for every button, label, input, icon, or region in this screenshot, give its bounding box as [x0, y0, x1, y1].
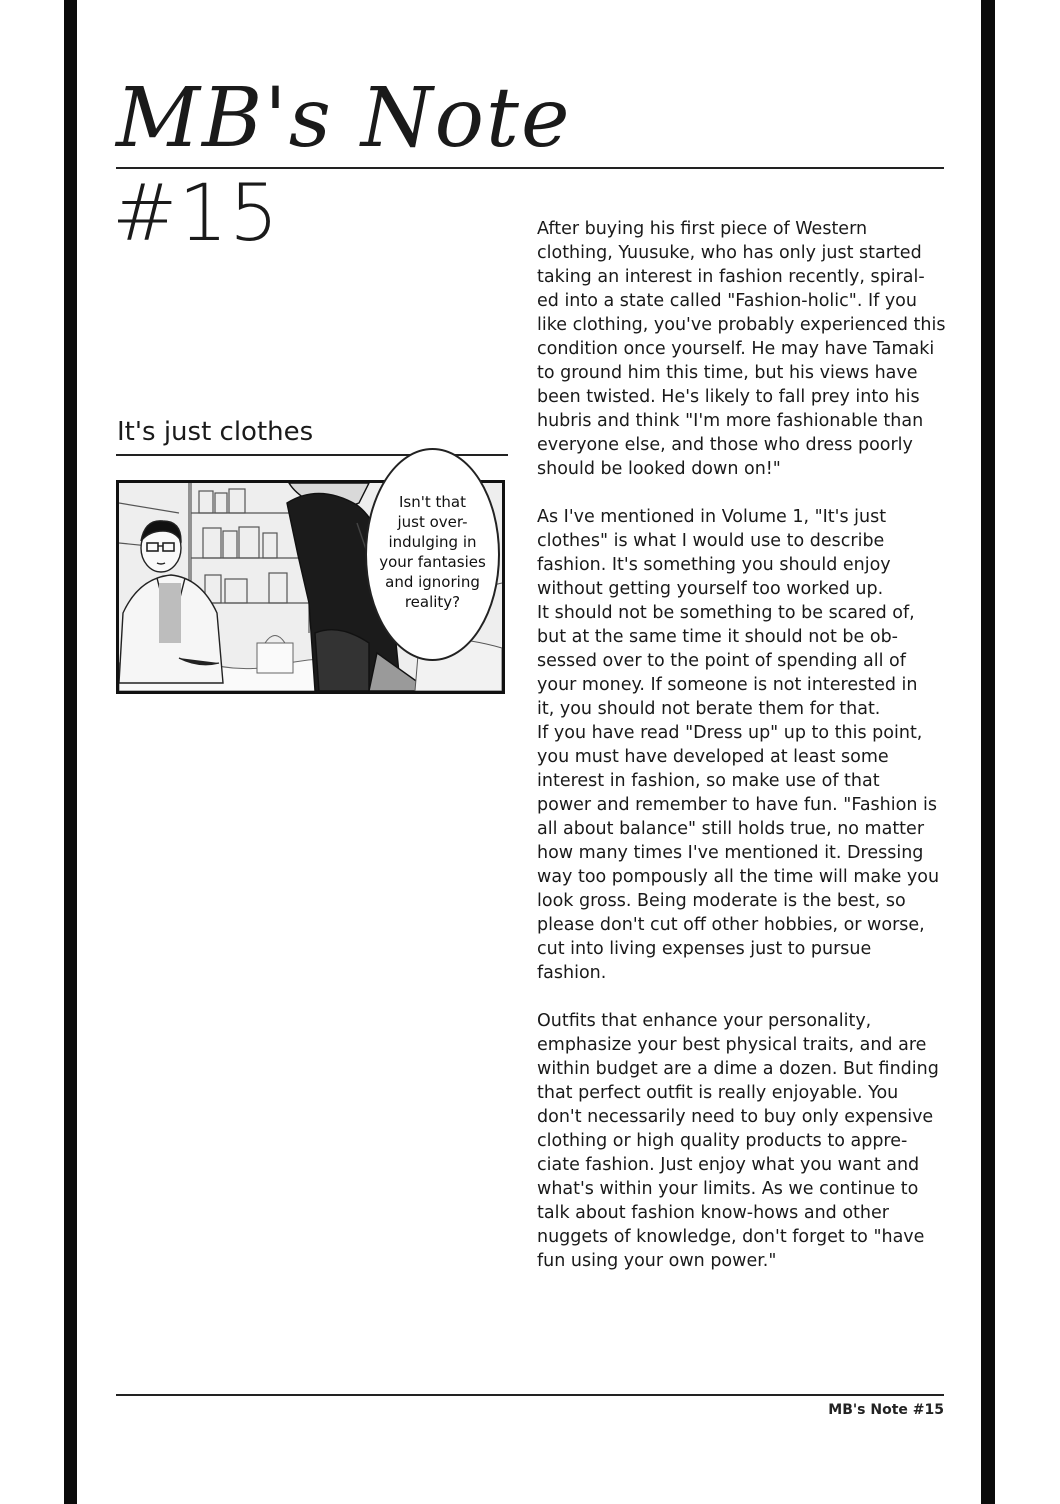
page-border-right — [981, 0, 995, 1504]
page-border-left — [64, 0, 77, 1504]
speech-bubble — [365, 448, 500, 661]
section-title: It's just clothes — [117, 417, 314, 447]
paragraph: As I've mentioned in Volume 1, "It's just clothes" is what I would use to describe fashion. It's something you should enjoy without getting yourself too worked up. It should not be something to be scared of, but at the same time it should not be ob- sessed over to the point of spending all of your money. If someone is not interested in it, you should not berate them for that. If you have read "Dress up" up to this point, you must have developed at least some interest in fashion, so make use of that power and remember to have fun. "Fashion is all about balance" still holds true, no matter how many times I've mentioned it. Dressing way too pompously all the time will make you look gross. Being moderate is the best, so please don't cut off other hobbies, or worse, cut into living expenses just to pursue fashion. — [537, 507, 940, 983]
paragraph: Outfits that enhance your personality, emphasize your best physical traits, and are within budget are a dime a dozen. But finding that perfect outfit is really enjoyable. You don't necessarily need to buy only expensive clothing or high quality products to appre- ciate fashion. Just enjoy what you want and what's within your limits. As we continue to talk about fashion know-hows and other nuggets of knowledge, don't forget to "have fun using your own power." — [537, 1011, 939, 1271]
footer-label: MB's Note #15 — [828, 1402, 944, 1418]
footer-divider — [116, 1394, 944, 1396]
paragraph: After buying his first piece of Western clothing, Yuusuke, who has only just started taking an interest in fashion recently, spiral- ed into a state called "Fashion-holic". If you like clothing, you've probably experienced this condition once yourself. He may have Tamaki to ground him this time, but his views have been twisted. He's likely to fall prey into his hubris and think "I'm more fashionable than everyone else, and those who dress poorly should be looked down on!" — [537, 219, 946, 479]
page-title: MB's Note — [116, 71, 572, 166]
speech-bubble-text: Isn't that just over- indulging in your fantasies and ignoring reality? — [379, 492, 486, 611]
article-body — [537, 217, 962, 1297]
issue-number: #15 — [112, 169, 280, 259]
